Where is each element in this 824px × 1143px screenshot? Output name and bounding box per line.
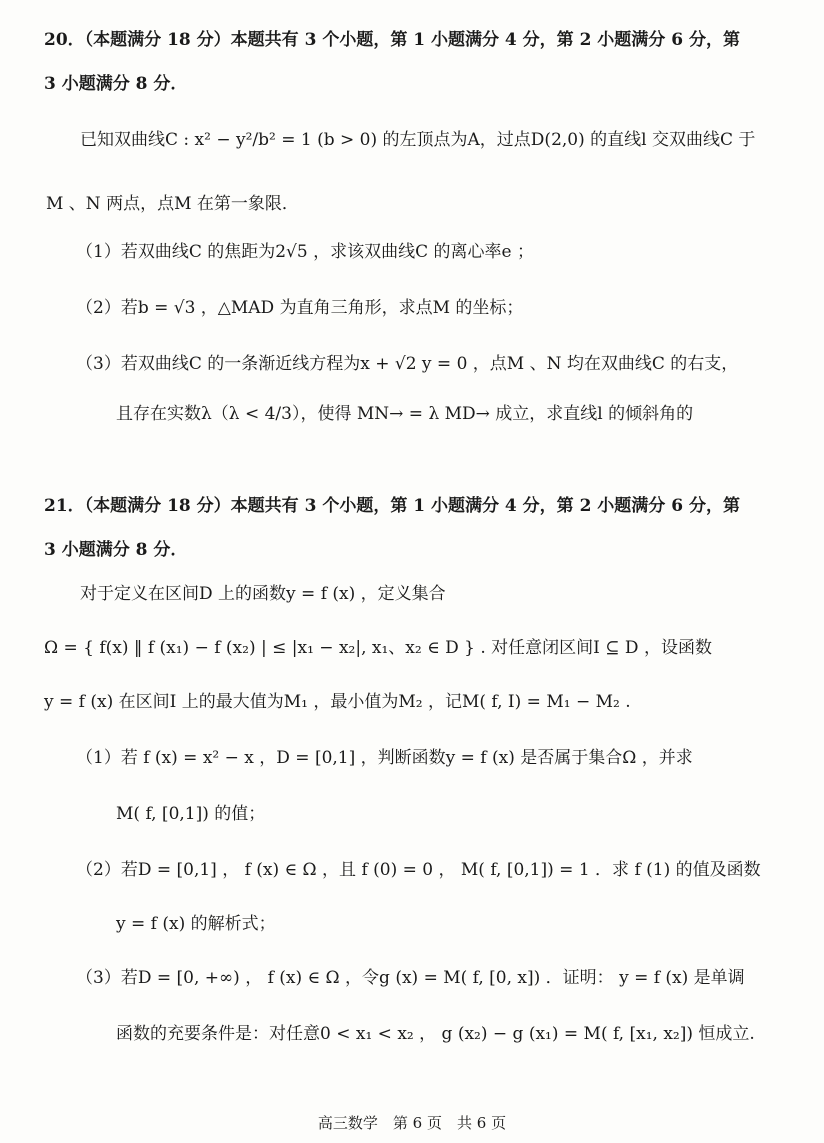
q20-part1: （1）若双曲线C 的焦距为2√5 ，求该双曲线C 的离心率e ； [76, 242, 534, 262]
q21-intro-line1: 对于定义在区间D 上的函数y = f (x) ，定义集合 [80, 584, 446, 604]
q20-intro-line1: 已知双曲线C : x² − y²/b² = 1 (b > 0) 的左顶点为A，过点D(2,0) 的直线l 交双曲线C 于 [80, 130, 756, 150]
q20-intro-line2: M 、N 两点，点M 在第一象限． [46, 194, 299, 214]
q21-part2-line2: y = f (x) 的解析式； [116, 914, 276, 934]
page-footer: 高三数学 第 6 页 共 6 页 [317, 1114, 507, 1132]
q20-header-line1: 20．（本题满分 18 分）本题共有 3 个小题，第 1 小题满分 4 分，第 2 小题满分 6 分，第 [44, 30, 740, 50]
q20-header-line2: 3 小题满分 8 分． [44, 74, 188, 94]
q21-intro-line3: y = f (x) 在区间I 上的最大值为M₁ ，最小值为M₂ ，记M( f, I) = M₁ − M₂ . [44, 692, 631, 712]
q20-part2: （2）若b = √3 ，△MAD 为直角三角形，求点M 的坐标； [76, 298, 524, 318]
q21-header-line1: 21．（本题满分 18 分）本题共有 3 个小题，第 1 小题满分 4 分，第 2 小题满分 6 分，第 [44, 496, 740, 516]
q21-part2-line1: （2）若D = [0,1] ， f (x) ∈ Ω ，且 f (0) = 0 ， M( f, [0,1]) = 1 ．求 f (1) 的值及函数 [76, 860, 761, 880]
q21-header-line2: 3 小题满分 8 分． [44, 540, 188, 560]
q21-part1-line2: M( f, [0,1]) 的值； [116, 804, 266, 824]
q21-part1-line1: （1）若 f (x) = x² − x ，D = [0,1] ，判断函数y = f (x) 是否属于集合Ω ，并求 [76, 748, 693, 768]
q20-part3-line1: （3）若双曲线C 的一条渐近线方程为x + √2 y = 0 ，点M 、N 均在双曲线C 的右支， [76, 354, 739, 374]
q20-part3-line2: 且存在实数λ（λ < 4/3），使得 MN→ = λ MD→ 成立，求直线l 的倾斜角的 [116, 404, 694, 424]
q21-intro-line2: Ω = { f(x) ‖ f (x₁) − f (x₂) | ≤ |x₁ − x₂|, x₁、x₂ ∈ D } . 对任意闭区间I ⊆ D ，设函数 [44, 638, 712, 658]
q21-part3-line1: （3）若D = [0, +∞) ， f (x) ∈ Ω ，令g (x) = M( f, [0, x]) ．证明： y = f (x) 是单调 [76, 968, 745, 988]
q21-part3-line2: 函数的充要条件是：对任意0 < x₁ < x₂ ， g (x₂) − g (x₁) = M( f, [x₁, x₂]) 恒成立. [116, 1024, 755, 1044]
